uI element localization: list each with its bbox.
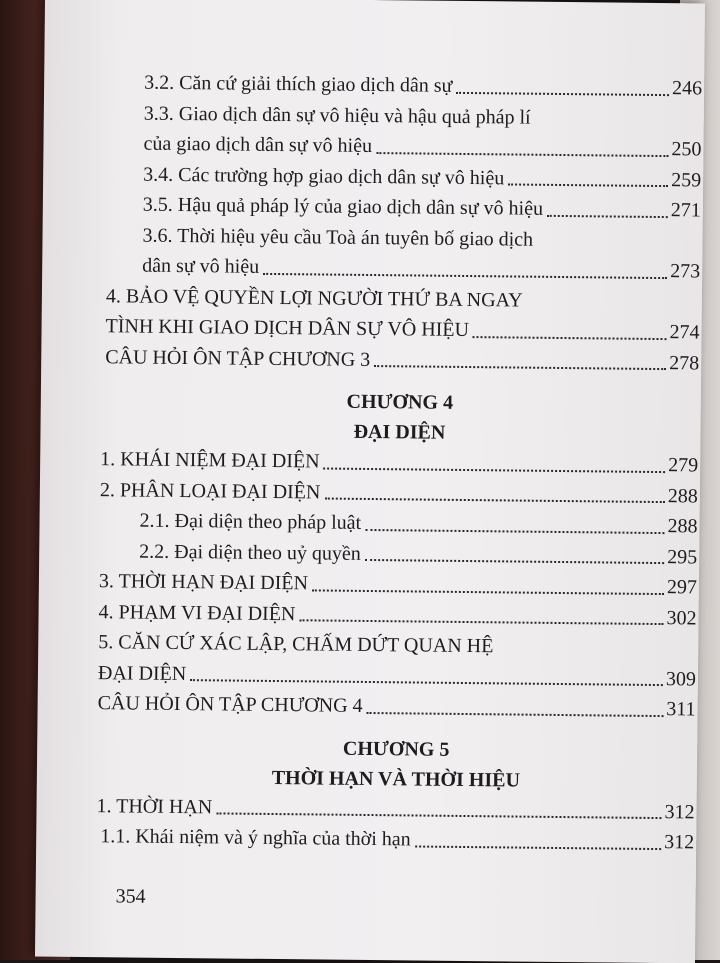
toc-entry-title: 1.1. Khái niệm và ý nghĩa của thời hạn	[100, 825, 411, 851]
toc-entry-title: 2. PHÂN LOẠI ĐẠI DIỆN	[99, 478, 321, 503]
page-number: 354	[115, 885, 146, 908]
chapter-title: THỜI HẠN VÀ THỜI HIỆU	[271, 766, 521, 792]
toc-entry	[101, 342, 699, 379]
toc-entry-page: 279	[668, 454, 699, 477]
toc-entry-page: 274	[669, 321, 700, 344]
toc-entry-title-line2: ĐẠI DIỆN	[97, 661, 187, 685]
toc-entry-page: 278	[669, 351, 700, 374]
dot-leader	[367, 711, 664, 716]
toc-entry	[97, 688, 695, 725]
dot-leader	[473, 336, 667, 340]
dot-leader	[374, 365, 666, 370]
toc-entry-title: 3.2. Căn cứ giải thích giao dịch dân sự	[144, 71, 453, 97]
toc-entry-line1	[98, 627, 696, 664]
dot-leader	[263, 272, 667, 278]
toc-entry-title: 3.4. Các trường hợp giao dịch dân sự vô hiệu	[143, 163, 505, 189]
toc-entry-page: 312	[664, 831, 695, 854]
toc-entry-title: 1. KHÁI NIỆM ĐẠI DIỆN	[100, 448, 320, 473]
toc-entry-page: 302	[666, 606, 697, 629]
chapter-title: ĐẠI DIỆN	[353, 420, 446, 444]
dot-leader	[547, 214, 668, 217]
toc-entry-page: 309	[665, 667, 697, 690]
toc-entry-title: CÂU HỎI ÔN TẬP CHƯƠNG 4	[97, 692, 363, 717]
dot-leader	[324, 467, 666, 473]
toc-entry-title-line1: 5. CĂN CỨ XÁC LẬP, CHẤM DỨT QUAN HỆ	[98, 631, 494, 658]
toc-entry-page: 259	[671, 168, 702, 191]
dot-leader	[376, 152, 668, 157]
chapter-label: CHƯƠNG 4	[346, 390, 454, 414]
dot-leader	[324, 498, 664, 504]
dot-leader	[456, 91, 669, 95]
dot-leader	[299, 619, 663, 625]
toc-entry-page: 312	[664, 800, 695, 823]
toc-entry-page: 288	[667, 484, 698, 507]
toc-entry-page: 246	[672, 77, 703, 100]
toc-entry-title: 3. THỜI HẠN ĐẠI DIỆN	[98, 570, 309, 595]
toc-entry-title-line2: TÌNH KHI GIAO DỊCH DÂN SỰ VÔ HIỆU	[105, 315, 470, 342]
toc-entry-title-line2: của giao dịch dân sự vô hiệu	[143, 132, 373, 158]
toc-entry-page: 297	[666, 576, 698, 599]
toc-entry-page: 273	[670, 260, 701, 283]
toc-entry-title: 4. PHẠM VI ĐẠI DIỆN	[98, 600, 296, 625]
toc-entry-title: 3.5. Hậu quả pháp lý của giao dịch dân sự vô hiệu	[142, 193, 544, 220]
toc-entry-page: 295	[667, 545, 698, 568]
toc-entry-page: 250	[671, 138, 702, 161]
dot-leader	[216, 812, 661, 819]
toc-entry-page: 288	[667, 515, 698, 538]
toc-entry-title-line1: 3.3. Giao dịch dân sự vô hiệu và hậu quả pháp lí	[143, 102, 531, 129]
toc-entry-title-line2: dân sự vô hiệu	[142, 254, 260, 278]
dot-leader	[415, 845, 662, 850]
book-page	[35, 0, 705, 963]
toc-entry	[96, 821, 694, 858]
table-of-contents	[96, 67, 702, 858]
toc-entry-page: 311	[666, 698, 696, 721]
dot-leader	[365, 559, 664, 564]
chapter-label: CHƯƠNG 5	[342, 737, 450, 761]
toc-entry-title-line1: 3.6. Thời hiệu yêu cầu Toà án tuyên bố giao dịch	[142, 224, 534, 251]
toc-entry-title: 2.1. Đại diện theo pháp luật	[139, 509, 362, 534]
dot-leader	[312, 589, 664, 595]
toc-entry-page: 271	[670, 199, 701, 222]
toc-entry-title: 2.2. Đại diện theo uỷ quyền	[139, 540, 361, 565]
toc-entry-title: CÂU HỎI ÔN TẬP CHƯƠNG 3	[105, 345, 371, 371]
dot-leader	[508, 183, 668, 187]
toc-entry-title-line1: 4. BẢO VỆ QUYỀN LỢI NGƯỜI THỨ BA NGAY	[105, 284, 523, 312]
toc-entry-title: 1. THỜI HẠN	[96, 794, 213, 818]
dot-leader	[365, 528, 664, 533]
dot-leader	[190, 679, 663, 686]
